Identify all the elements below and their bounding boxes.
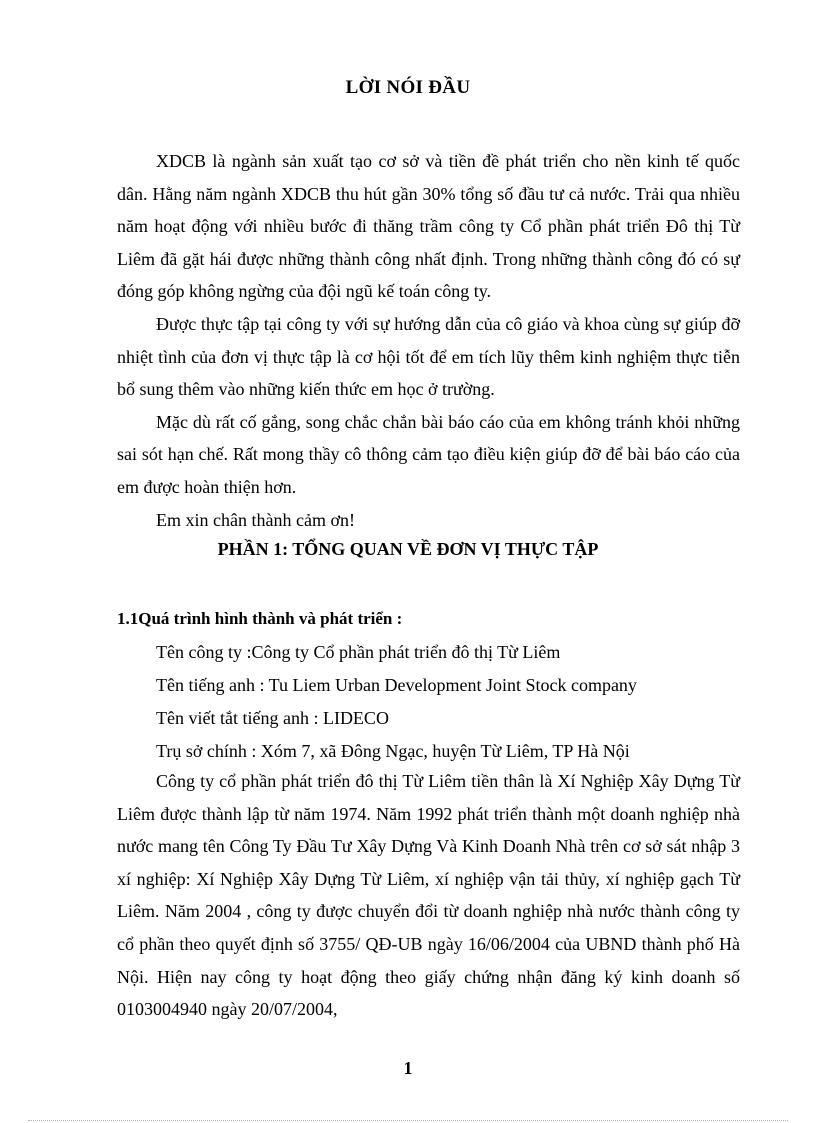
closing-thanks: Em xin chân thành cảm ơn!: [156, 509, 355, 530]
intro-paragraph-2: Được thực tập tại công ty với sự hướng dẫn của cô giáo và khoa cùng sự giúp đỡ nhiệt tình của đơn vị thực tập là cơ hội tốt để em tích lũy thêm kinh nghiệm thực tiễn bổ sung thêm vào những kiến thức em học ở trường.: [117, 313, 740, 400]
intro-paragraph-1: XDCB là ngành sản xuất tạo cơ sở và tiền đề phát triển cho nền kinh tế quốc dân. Hằng năm ngành XDCB thu hút gần 30% tổng số đầu tư cả nước. Trải qua nhiều năm hoạt động với nhiều bước đi thăng trầm công ty Cổ phần phát triển Đô thị Từ Liêm đã gặt hái được những thành công nhất định. Trong những thành công đó có sự đóng góp không ngừng của đội ngũ kế toán công ty.: [117, 151, 740, 302]
section-heading: 1.1Quá trình hình thành và phát triển :: [117, 609, 403, 628]
part-heading: PHẦN 1: TỔNG QUAN VỀ ĐƠN VỊ THỰC TẬP: [217, 539, 599, 559]
page-title: LỜI NÓI ĐẦU: [345, 77, 471, 98]
history-section: [117, 765, 740, 1026]
intro-section: [117, 145, 740, 536]
company-name-line: Tên công ty :Công ty Cổ phần phát triển đô thị Từ Liêm: [156, 642, 561, 662]
page-bottom-divider: [28, 1120, 788, 1121]
history-paragraph: Công ty cổ phần phát triển đô thị Từ Liêm tiền thân là Xí Nghiệp Xây Dựng Từ Liêm được thành lập từ năm 1974. Năm 1992 phát triển thành một doanh nghiệp nhà nước mang tên Công Ty Đầu Tư Xây Dựng Và Kinh Doanh Nhà trên cơ sở sát nhập 3 xí nghiệp: Xí Nghiệp Xây Dựng Từ Liêm, xí nghiệp vận tải thủy, xí nghiệp gạch Từ Liêm. Năm 2004 , công ty được chuyển đổi từ doanh nghiệp nhà nước thành công ty cổ phần theo quyết định số 3755/ QĐ-UB ngày 16/06/2004 của UBND thành phố Hà Nội. Hiện nay công ty hoạt động theo giấy chứng nhận đăng ký kinh doanh số 0103004940 ngày 20/07/2004,: [117, 771, 740, 1020]
english-name-line: Tên tiếng anh : Tu Liem Urban Development Joint Stock company: [156, 675, 637, 695]
abbreviation-line: Tên viết tắt tiếng anh : LIDECO: [156, 708, 389, 728]
intro-paragraph-3: Mặc dù rất cố gắng, song chắc chắn bài báo cáo của em không tránh khỏi những sai sót hạn chế. Rất mong thầy cô thông cảm tạo điều kiện giúp đỡ để bài báo cáo của em được hoàn thiện hơn.: [117, 411, 740, 497]
headquarters-line: Trụ sở chính : Xóm 7, xã Đông Ngạc, huyện Từ Liêm, TP Hà Nội: [156, 741, 630, 761]
page-number: 1: [403, 1058, 413, 1078]
